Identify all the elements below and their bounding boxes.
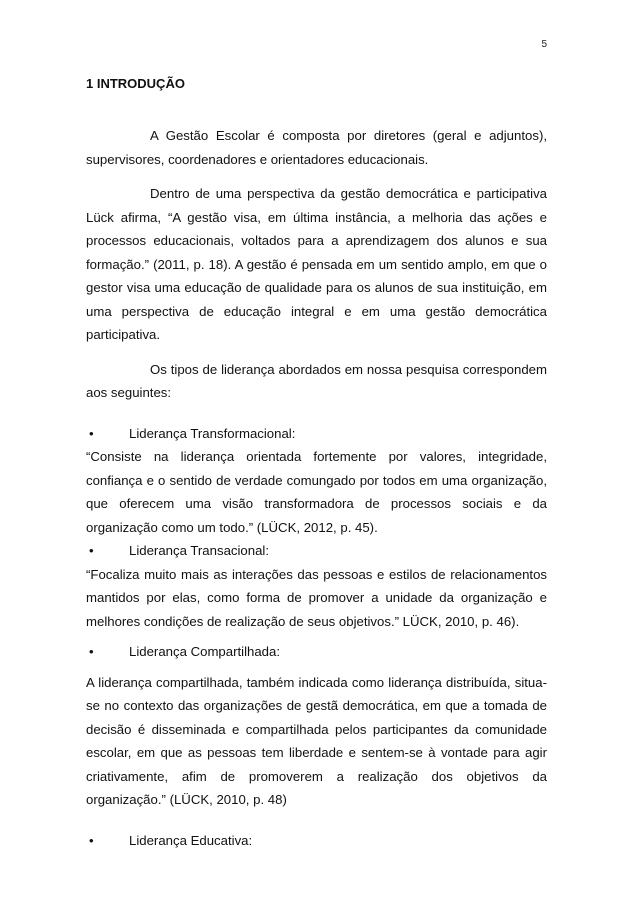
page-number: 5 bbox=[541, 39, 547, 50]
bullet-label: Liderança Transacional: bbox=[129, 543, 270, 558]
paragraph-tipos: Os tipos de liderança abordados em nossa pesquisa correspondem aos seguintes: bbox=[86, 361, 547, 400]
quote-transacional: “Focaliza muito mais as interações das pessoas e estilos de relacionamentos mantidos por elas, como forma de promover a unidade da organização e melhores condições de realização de seus objetivos.” LÜCK, 2010, p. 46). bbox=[86, 566, 547, 629]
paragraph-compartilhada: A liderança compartilhada, também indicada como liderança distribuída, situa-se no contexto das organizações de gestã democrática, em que a tomada de decisão é disseminada e compartilhada pelos participantes da comunidade escolar, em que as pessoas tem liberdade e sentem-se à vontade para agir criativamente, afim de promoverem a realização dos objetivos da organização.” (LÜCK, 2010, p. 48) bbox=[86, 674, 547, 807]
bullet-item-transformacional bbox=[86, 422, 547, 446]
bullet-icon: • bbox=[89, 543, 94, 558]
bullet-icon: • bbox=[89, 425, 94, 441]
quote-transformacional: “Consiste na liderança orientada fortemente por valores, integridade, confiança e o sentido de verdade comungado por todos em uma organização, que oferecem uma visão transformadora de processos sociais e da organização como um todo.” (LÜCK, 2012, p. 45). bbox=[86, 449, 547, 535]
section-heading: 1 INTRODUÇÃO bbox=[86, 76, 185, 91]
bullet-icon: • bbox=[89, 832, 94, 848]
bullet-item-transacional bbox=[86, 539, 547, 563]
bullet-item-compartilhada bbox=[86, 640, 547, 664]
bullet-label: Liderança Educativa: bbox=[129, 832, 253, 848]
bullet-icon: • bbox=[89, 644, 94, 659]
paragraph-gestao: Dentro de uma perspectiva da gestão democrática e participativa Lück afirma, “A gestão visa, em última instância, a melhoria das ações e processos educacionais, voltados para a aprendizagem dos alunos e sua formação.” (2011, p. 18). A gestão é pensada em um sentido amplo, em que o gestor visa uma educação de qualidade para os alunos de sua instituição, em uma perspectiva de educação integral e em uma gestão democrática participativa. bbox=[86, 186, 547, 342]
bullet-item-educativa bbox=[86, 829, 547, 853]
bullet-label: Liderança Transformacional: bbox=[129, 425, 296, 441]
bullet-label: Liderança Compartilhada: bbox=[129, 644, 281, 659]
document-body bbox=[86, 124, 547, 852]
paragraph-intro: A Gestão Escolar é composta por diretores (geral e adjuntos), supervisores, coordenadores e orientadores educacionais. bbox=[86, 128, 547, 167]
